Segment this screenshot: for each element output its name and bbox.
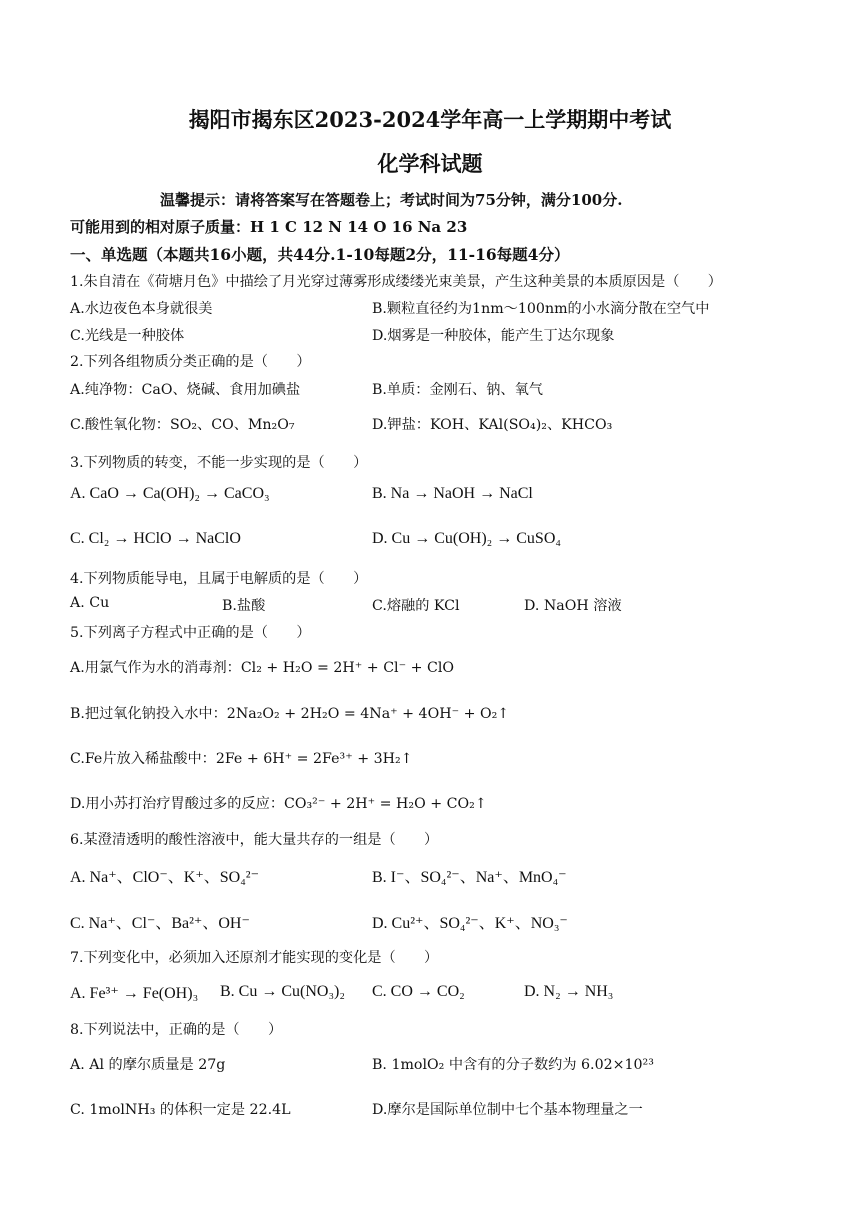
question-6-stem: 6.某澄清透明的酸性溶液中，能大量共存的一组是（ ） [70, 832, 439, 848]
atomic-masses: 可能用到的相对原子质量：H 1 C 12 N 14 O 16 Na 23 [70, 218, 468, 236]
question-3-option-a: A. CaO → Ca(OH)₂ → CaCO₃ [70, 485, 270, 502]
question-1-option-b: B.颗粒直径约为1nm～100nm的小水滴分散在空气中 [372, 301, 710, 317]
question-1-option-c: C.光线是一种胶体 [70, 328, 185, 344]
question-2-option-d: D.钾盐：KOH、KAl(SO₄)₂、KHCO₃ [372, 417, 613, 433]
question-8-option-d: D.摩尔是国际单位制中七个基本物理量之一 [372, 1102, 643, 1118]
question-5-stem: 5.下列离子方程式中正确的是（ ） [70, 625, 311, 641]
question-2-option-b: B.单质：金刚石、钠、氧气 [372, 382, 543, 398]
question-5-option-a: A.用氯气作为水的消毒剂：Cl₂ + H₂O = 2H⁺ + Cl⁻ + ClO [70, 660, 455, 676]
question-4-option-d: D. NaOH 溶液 [524, 598, 622, 614]
section-heading: 一、单选题（本题共16小题，共44分.1-10每题2分，11-16每题4分） [70, 245, 570, 264]
question-6-option-c: C. Na⁺、Cl⁻、Ba²⁺、OH⁻ [70, 915, 250, 932]
question-3-stem: 3.下列物质的转变，不能一步实现的是（ ） [70, 455, 368, 471]
question-8-stem: 8.下列说法中，正确的是（ ） [70, 1022, 283, 1038]
question-1-option-a: A.水边夜色本身就很美 [70, 301, 213, 317]
question-3-option-b: B. Na → NaOH → NaCl [372, 485, 533, 502]
question-4-option-b: B.盐酸 [222, 598, 266, 614]
question-7-option-c: C. CO → CO₂ [372, 983, 465, 1000]
exam-title: 揭阳市揭东区2023-2024学年高一上学期期中考试 [188, 107, 672, 132]
question-6-option-a: A. Na⁺、ClO⁻、K⁺、SO₄²⁻ [70, 869, 260, 886]
question-2-option-c: C.酸性氧化物：SO₂、CO、Mn₂O₇ [70, 417, 295, 433]
question-6-option-d: D. Cu²⁺、SO₄²⁻、K⁺、NO₃⁻ [372, 915, 568, 932]
question-2-stem: 2.下列各组物质分类正确的是（ ） [70, 354, 311, 370]
question-4-option-c: C.熔融的 KCl [372, 598, 460, 614]
exam-hint: 温馨提示：请将答案写在答题卷上；考试时间为75分钟，满分100分. [160, 191, 623, 209]
question-1-stem: 1.朱自清在《荷塘月色》中描绘了月光穿过薄雾形成缕缕光束美景，产生这种美景的本质原因是（ ） [70, 274, 722, 290]
exam-subject: 化学科试题 [377, 151, 483, 176]
question-4-stem: 4.下列物质能导电，且属于电解质的是（ ） [70, 571, 368, 587]
question-4-option-a: A. Cu [70, 595, 110, 611]
question-7-option-b: B. Cu → Cu(NO₃)₂ [220, 983, 345, 1000]
question-2-option-a: A.纯净物：CaO、烧碱、食用加碘盐 [70, 382, 301, 398]
question-3-option-d: D. Cu → Cu(OH)₂ → CuSO₄ [372, 530, 561, 547]
question-1-option-d: D.烟雾是一种胶体，能产生丁达尔现象 [372, 328, 615, 344]
question-7-stem: 7.下列变化中，必须加入还原剂才能实现的变化是（ ） [70, 950, 439, 966]
question-3-option-c: C. Cl₂ → HClO → NaClO [70, 530, 241, 547]
question-7-option-d: D. N₂ → NH₃ [524, 983, 614, 1000]
question-6-option-b: B. I⁻、SO₄²⁻、Na⁺、MnO₄⁻ [372, 869, 567, 886]
question-8-option-c: C. 1molNH₃ 的体积一定是 22.4L [70, 1102, 291, 1118]
question-8-option-b: B. 1molO₂ 中含有的分子数约为 6.02×10²³ [372, 1057, 654, 1073]
question-5-option-d: D.用小苏打治疗胃酸过多的反应：CO₃²⁻ + 2H⁺ = H₂O + CO₂↑ [70, 796, 487, 812]
question-5-option-b: B.把过氧化钠投入水中：2Na₂O₂ + 2H₂O = 4Na⁺ + 4OH⁻ + O₂↑ [70, 706, 510, 722]
question-8-option-a: A. Al 的摩尔质量是 27g [70, 1057, 226, 1073]
question-7-option-a: A. Fe³⁺ → Fe(OH)₃ [70, 985, 199, 1002]
question-5-option-c: C.Fe片放入稀盐酸中：2Fe + 6H⁺ = 2Fe³⁺ + 3H₂↑ [70, 751, 413, 767]
